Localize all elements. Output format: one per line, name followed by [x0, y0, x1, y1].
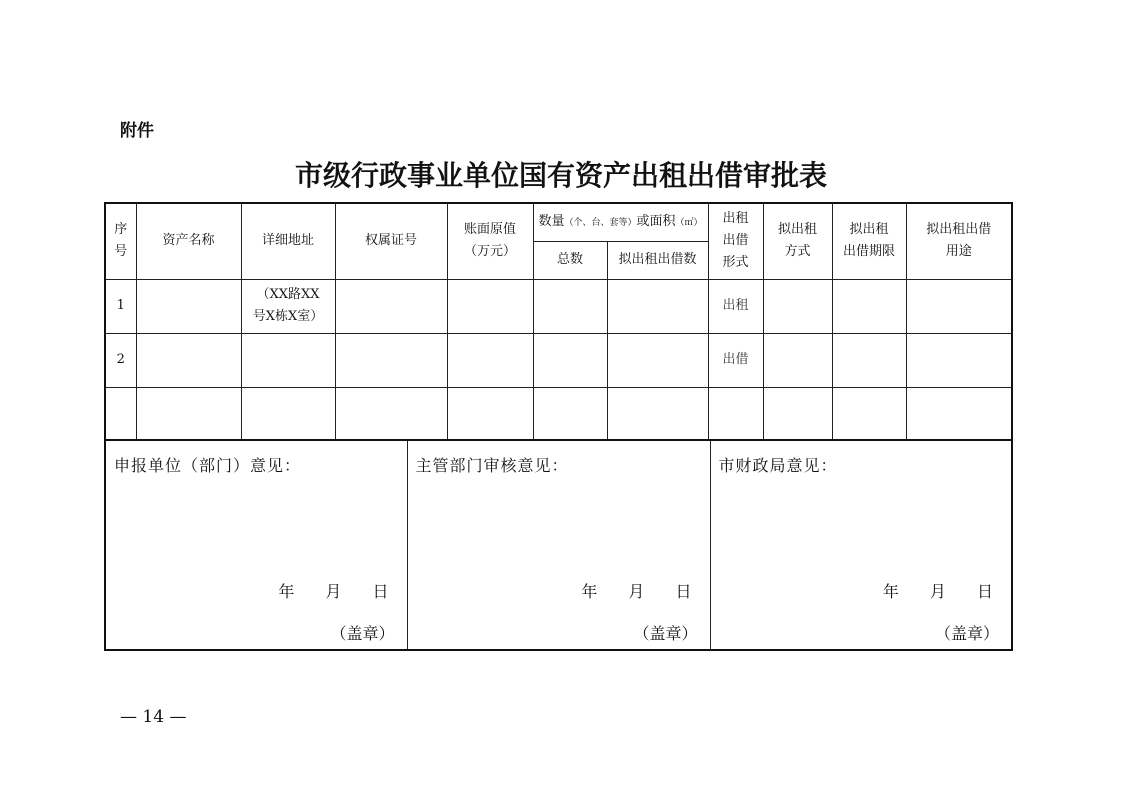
header-period: 拟出租 出借期限 [832, 203, 906, 279]
row-ownership[interactable] [335, 387, 447, 440]
header-planned-qty: 拟出租出借数 [607, 241, 708, 279]
row-period[interactable] [832, 333, 906, 387]
opinion-seal: （盖章） [934, 624, 999, 643]
header-quantity: 数量（个、台、套等）或面积（㎡） [533, 203, 708, 241]
row-purpose[interactable] [906, 279, 1012, 333]
table-row [105, 279, 1012, 333]
table-row [105, 387, 1012, 440]
row-planned-qty[interactable] [607, 279, 708, 333]
opinion-date: 年 月 日 [581, 582, 692, 601]
row-total[interactable] [533, 279, 607, 333]
header-asset-name: 资产名称 [136, 203, 241, 279]
header-rent-method: 拟出租 方式 [763, 203, 832, 279]
row-rent-method[interactable] [763, 387, 832, 440]
opinion-title: 主管部门审核意见： [415, 456, 569, 475]
row-purpose[interactable] [906, 333, 1012, 387]
row-total[interactable] [533, 387, 607, 440]
header-address: 详细地址 [241, 203, 335, 279]
opinions-table [104, 439, 1013, 651]
row-form [708, 387, 763, 440]
opinion-seal: （盖章） [330, 624, 395, 643]
opinion-date: 年 月 日 [882, 582, 993, 601]
opinion-box-finance-bureau[interactable] [710, 440, 1012, 650]
table-row [105, 333, 1012, 387]
form-title: 市级行政事业单位国有资产出租出借审批表 [294, 159, 827, 192]
row-planned-qty[interactable] [607, 333, 708, 387]
row-asset-name[interactable] [136, 279, 241, 333]
row-ownership[interactable] [335, 279, 447, 333]
page-number: — 14 — [120, 707, 187, 727]
row-asset-name[interactable] [136, 333, 241, 387]
row-seq: 2 [105, 333, 136, 387]
attachment-label: 附件 [120, 121, 154, 141]
row-rent-method[interactable] [763, 279, 832, 333]
row-period[interactable] [832, 387, 906, 440]
header-ownership: 权属证号 [335, 203, 447, 279]
header-form: 出租 出借 形式 [708, 203, 763, 279]
header-purpose: 拟出租出借 用途 [906, 203, 1012, 279]
opinion-box-supervisor[interactable] [407, 440, 710, 650]
row-purpose[interactable] [906, 387, 1012, 440]
row-asset-name[interactable] [136, 387, 241, 440]
row-total[interactable] [533, 333, 607, 387]
row-ownership[interactable] [335, 333, 447, 387]
row-period[interactable] [832, 279, 906, 333]
header-total: 总数 [533, 241, 607, 279]
header-book-value: 账面原值 （万元） [447, 203, 533, 279]
row-form: 出借 [708, 333, 763, 387]
row-seq: 1 [105, 279, 136, 333]
row-book-value[interactable] [447, 387, 533, 440]
opinion-title: 申报单位（部门）意见： [114, 456, 302, 475]
row-seq [105, 387, 136, 440]
row-form: 出租 [708, 279, 763, 333]
row-rent-method[interactable] [763, 333, 832, 387]
row-book-value[interactable] [447, 279, 533, 333]
row-address[interactable] [241, 333, 335, 387]
row-book-value[interactable] [447, 333, 533, 387]
header-seq: 序 号 [105, 203, 136, 279]
row-planned-qty[interactable] [607, 387, 708, 440]
approval-table [104, 202, 1013, 441]
opinion-box-applicant[interactable] [105, 440, 407, 650]
opinion-seal: （盖章） [633, 624, 698, 643]
opinion-date: 年 月 日 [278, 582, 389, 601]
row-address[interactable] [241, 387, 335, 440]
row-address[interactable]: （XX路XX 号X栋X室） [241, 279, 335, 333]
opinion-title: 市财政局意见： [718, 456, 838, 475]
